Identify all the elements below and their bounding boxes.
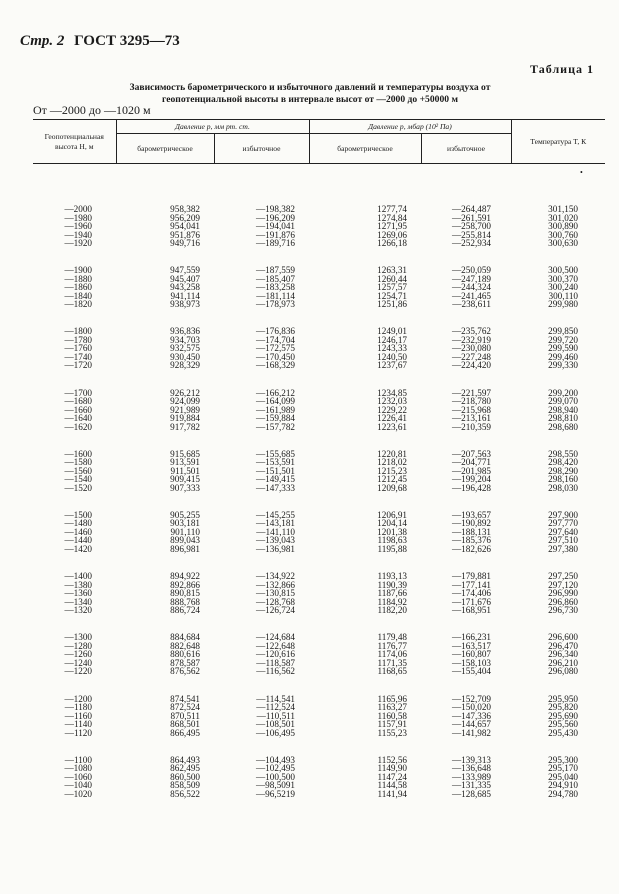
table-row-block (33, 202, 605, 263)
table-row-block (33, 263, 605, 324)
cell-height: —1600 —1580 —1560 —1540 —1520 (64, 448, 92, 493)
cell-temperature: 300,500 300,370 300,240 300,110 299,980 (548, 265, 579, 310)
cell-height: —1800 —1780 —1760 —1740 —1720 (64, 326, 92, 371)
table-body (33, 164, 605, 801)
cell-baro-mbar: 1263,31 1260,44 1257,57 1254,71 1251,86 (377, 265, 408, 310)
cell-excess-mbar: —139,313 —136,648 —133,989 —131,335 —128,685 (451, 754, 492, 799)
cell-height: —1700 —1680 —1660 —1640 —1620 (64, 387, 92, 432)
cell-baro-mbar: 1152,56 1149,90 1147,24 1144,58 1141,94 (377, 754, 408, 799)
table-row-block (33, 447, 605, 508)
cell-temperature: 296,600 296,470 296,340 296,210 296,080 (548, 632, 579, 677)
cell-height: —1100 —1080 —1060 —1040 —1020 (64, 754, 92, 799)
cell-excess-mm: —104,493 —102,495 —100,500 —98,5091 —96,5219 (255, 754, 296, 799)
header-height: Геопотенциальная высота Н, м (44, 131, 104, 151)
height-range: От —2000 до —1020 м (33, 103, 151, 117)
cell-excess-mm: —114,541 —112,524 —110,511 —108,501 —106,495 (255, 693, 296, 738)
cell-excess-mbar: —207,563 —204,771 —201,985 —199,204 —196,428 (451, 448, 492, 493)
table-row-block (33, 692, 605, 753)
page-number: Стр. 2 (20, 33, 65, 49)
atmosphere-table (33, 119, 605, 801)
standard-number: ГОСТ 3295—73 (74, 33, 180, 49)
cell-baro-mm: 958,382 956,209 954,041 951,876 949,716 (170, 204, 200, 248)
cell-baro-mbar: 1206,91 1204,14 1201,38 1198,63 1195,88 (377, 509, 408, 554)
cell-excess-mm: —176,836 —174,704 —172,575 —170,450 —168,329 (255, 326, 296, 371)
cell-height: —1400 —1380 —1360 —1340 —1320 (64, 571, 92, 616)
cell-temperature: 299,200 299,070 298,940 298,810 298,680 (548, 387, 579, 432)
table-row-block (33, 569, 605, 630)
header-pressure-mm: Давление p, мм рт. ст. (116, 120, 309, 134)
cell-baro-mbar: 1165,96 1163,27 1160,58 1157,91 1155,23 (377, 693, 408, 738)
cell-excess-mbar: —235,762 —232,919 —230,080 —227,248 —224,420 (451, 326, 492, 371)
cell-baro-mbar: 1234,85 1232,03 1229,22 1226,41 1223,61 (377, 387, 408, 432)
cell-baro-mm: 905,255 903,181 901,110 899,043 896,981 (170, 509, 200, 554)
table-row-block (33, 324, 605, 385)
cell-baro-mbar: 1277,74 1274,84 1271,95 1269,06 1266,18 (377, 204, 408, 248)
cell-baro-mbar: 1179,48 1176,77 1174,06 1171,35 1168,65 (377, 632, 408, 677)
cell-baro-mbar: 1193,13 1190,39 1187,66 1184,92 1182,20 (377, 571, 408, 616)
cell-excess-mm: —145,255 —143,181 —141,110 —139,043 —136,981 (255, 509, 296, 554)
cell-baro-mm: 926,212 924,099 921,989 919,884 917,782 (170, 387, 200, 432)
cell-temperature: 298,550 298,420 298,290 298,160 298,030 (548, 448, 579, 493)
cell-temperature: 295,300 295,170 295,040 294,910 294,780 (548, 754, 579, 799)
cell-excess-mm: —155,685 —153,591 —151,501 —149,415 —147,333 (255, 448, 296, 493)
cell-excess-mbar: —179,881 —177,141 —174,406 —171,676 —168,951 (451, 571, 492, 616)
cell-temperature: 299,850 299,720 299,590 299,460 299,330 (548, 326, 579, 371)
cell-excess-mm: —134,922 —132,866 —130,815 —128,768 —126,724 (255, 571, 296, 616)
cell-height: —2000 —1980 —1960 —1940 —1920 (64, 204, 92, 248)
cell-height: —1900 —1880 —1860 —1840 —1820 (64, 265, 92, 310)
cell-excess-mbar: —152,709 —150,020 —147,336 —144,657 —141,982 (451, 693, 492, 738)
header-excess-mm: избыточное (214, 134, 309, 164)
header-temperature: Температура T, К (511, 120, 605, 164)
cell-baro-mm: 884,684 882,648 880,616 878,587 876,562 (170, 632, 200, 677)
cell-excess-mm: —198,382 —196,209 —194,041 —191,876 —189,716 (255, 204, 296, 248)
cell-baro-mbar: 1249,01 1246,17 1243,33 1240,50 1237,67 (377, 326, 408, 371)
table-row-block (33, 630, 605, 691)
cell-excess-mbar: —166,231 —163,517 —160,807 —158,103 —155,404 (451, 632, 492, 677)
header-baro-mm: барометрическое (116, 134, 214, 164)
cell-temperature: 295,950 295,820 295,690 295,560 295,430 (548, 693, 579, 738)
cell-baro-mm: 894,922 892,866 890,815 888,768 886,724 (170, 571, 200, 616)
table-row-block (33, 753, 605, 801)
cell-baro-mm: 936,836 934,703 932,575 930,450 928,329 (170, 326, 200, 371)
cell-baro-mbar: 1220,81 1218,02 1215,23 1212,45 1209,68 (377, 448, 408, 493)
cell-excess-mm: —166,212 —164,099 —161,989 —159,884 —157,782 (255, 387, 296, 432)
table-row-block (33, 508, 605, 569)
cell-height: —1300 —1280 —1260 —1240 —1220 (64, 632, 92, 677)
cell-excess-mm: —124,684 —122,648 —120,616 —118,587 —116,562 (255, 632, 296, 677)
page-header (20, 33, 180, 50)
cell-temperature: 297,900 297,770 297,640 297,510 297,380 (548, 509, 579, 554)
cell-height: —1500 —1480 —1460 —1440 —1420 (64, 509, 92, 554)
cell-baro-mm: 915,685 913,591 911,501 909,415 907,333 (170, 448, 200, 493)
cell-excess-mbar: —193,657 —190,892 —188,131 —185,376 —182,626 (451, 509, 492, 554)
cell-height: —1200 —1180 —1160 —1140 —1120 (64, 693, 92, 738)
cell-excess-mm: —187,559 —185,407 —183,258 —181,114 —178,973 (255, 265, 296, 310)
print-speck: • (580, 168, 583, 177)
cell-excess-mbar: —221,597 —218,780 —215,968 —213,161 —210,359 (451, 387, 492, 432)
table-title: Зависимость барометрического и избыточного давлений и температуры воздуха от геопотенциальной высоты в интервале высот от —2000 до +50000 м (129, 82, 491, 105)
table-row-block (33, 386, 605, 447)
header-pressure-mbar: Давление p, мбар (10² Па) (309, 120, 511, 134)
cell-baro-mm: 874,541 872,524 870,511 868,501 866,495 (170, 693, 200, 738)
cell-excess-mbar: —250,059 —247,189 —244,324 —241,465 —238,611 (451, 265, 492, 310)
cell-baro-mm: 947,559 945,407 943,258 941,114 938,973 (170, 265, 200, 310)
cell-baro-mm: 864,493 862,495 860,500 858,509 856,522 (170, 754, 200, 799)
cell-excess-mbar: —264,487 —261,591 —258,700 —255,814 —252,934 (451, 204, 492, 248)
table-label: Таблица 1 (530, 62, 594, 76)
header-excess-mbar: избыточное (421, 134, 511, 164)
cell-temperature: 301,150 301,020 300,890 300,760 300,630 (548, 204, 579, 248)
header-baro-mbar: барометрическое (309, 134, 421, 164)
cell-temperature: 297,250 297,120 296,990 296,860 296,730 (548, 571, 579, 616)
